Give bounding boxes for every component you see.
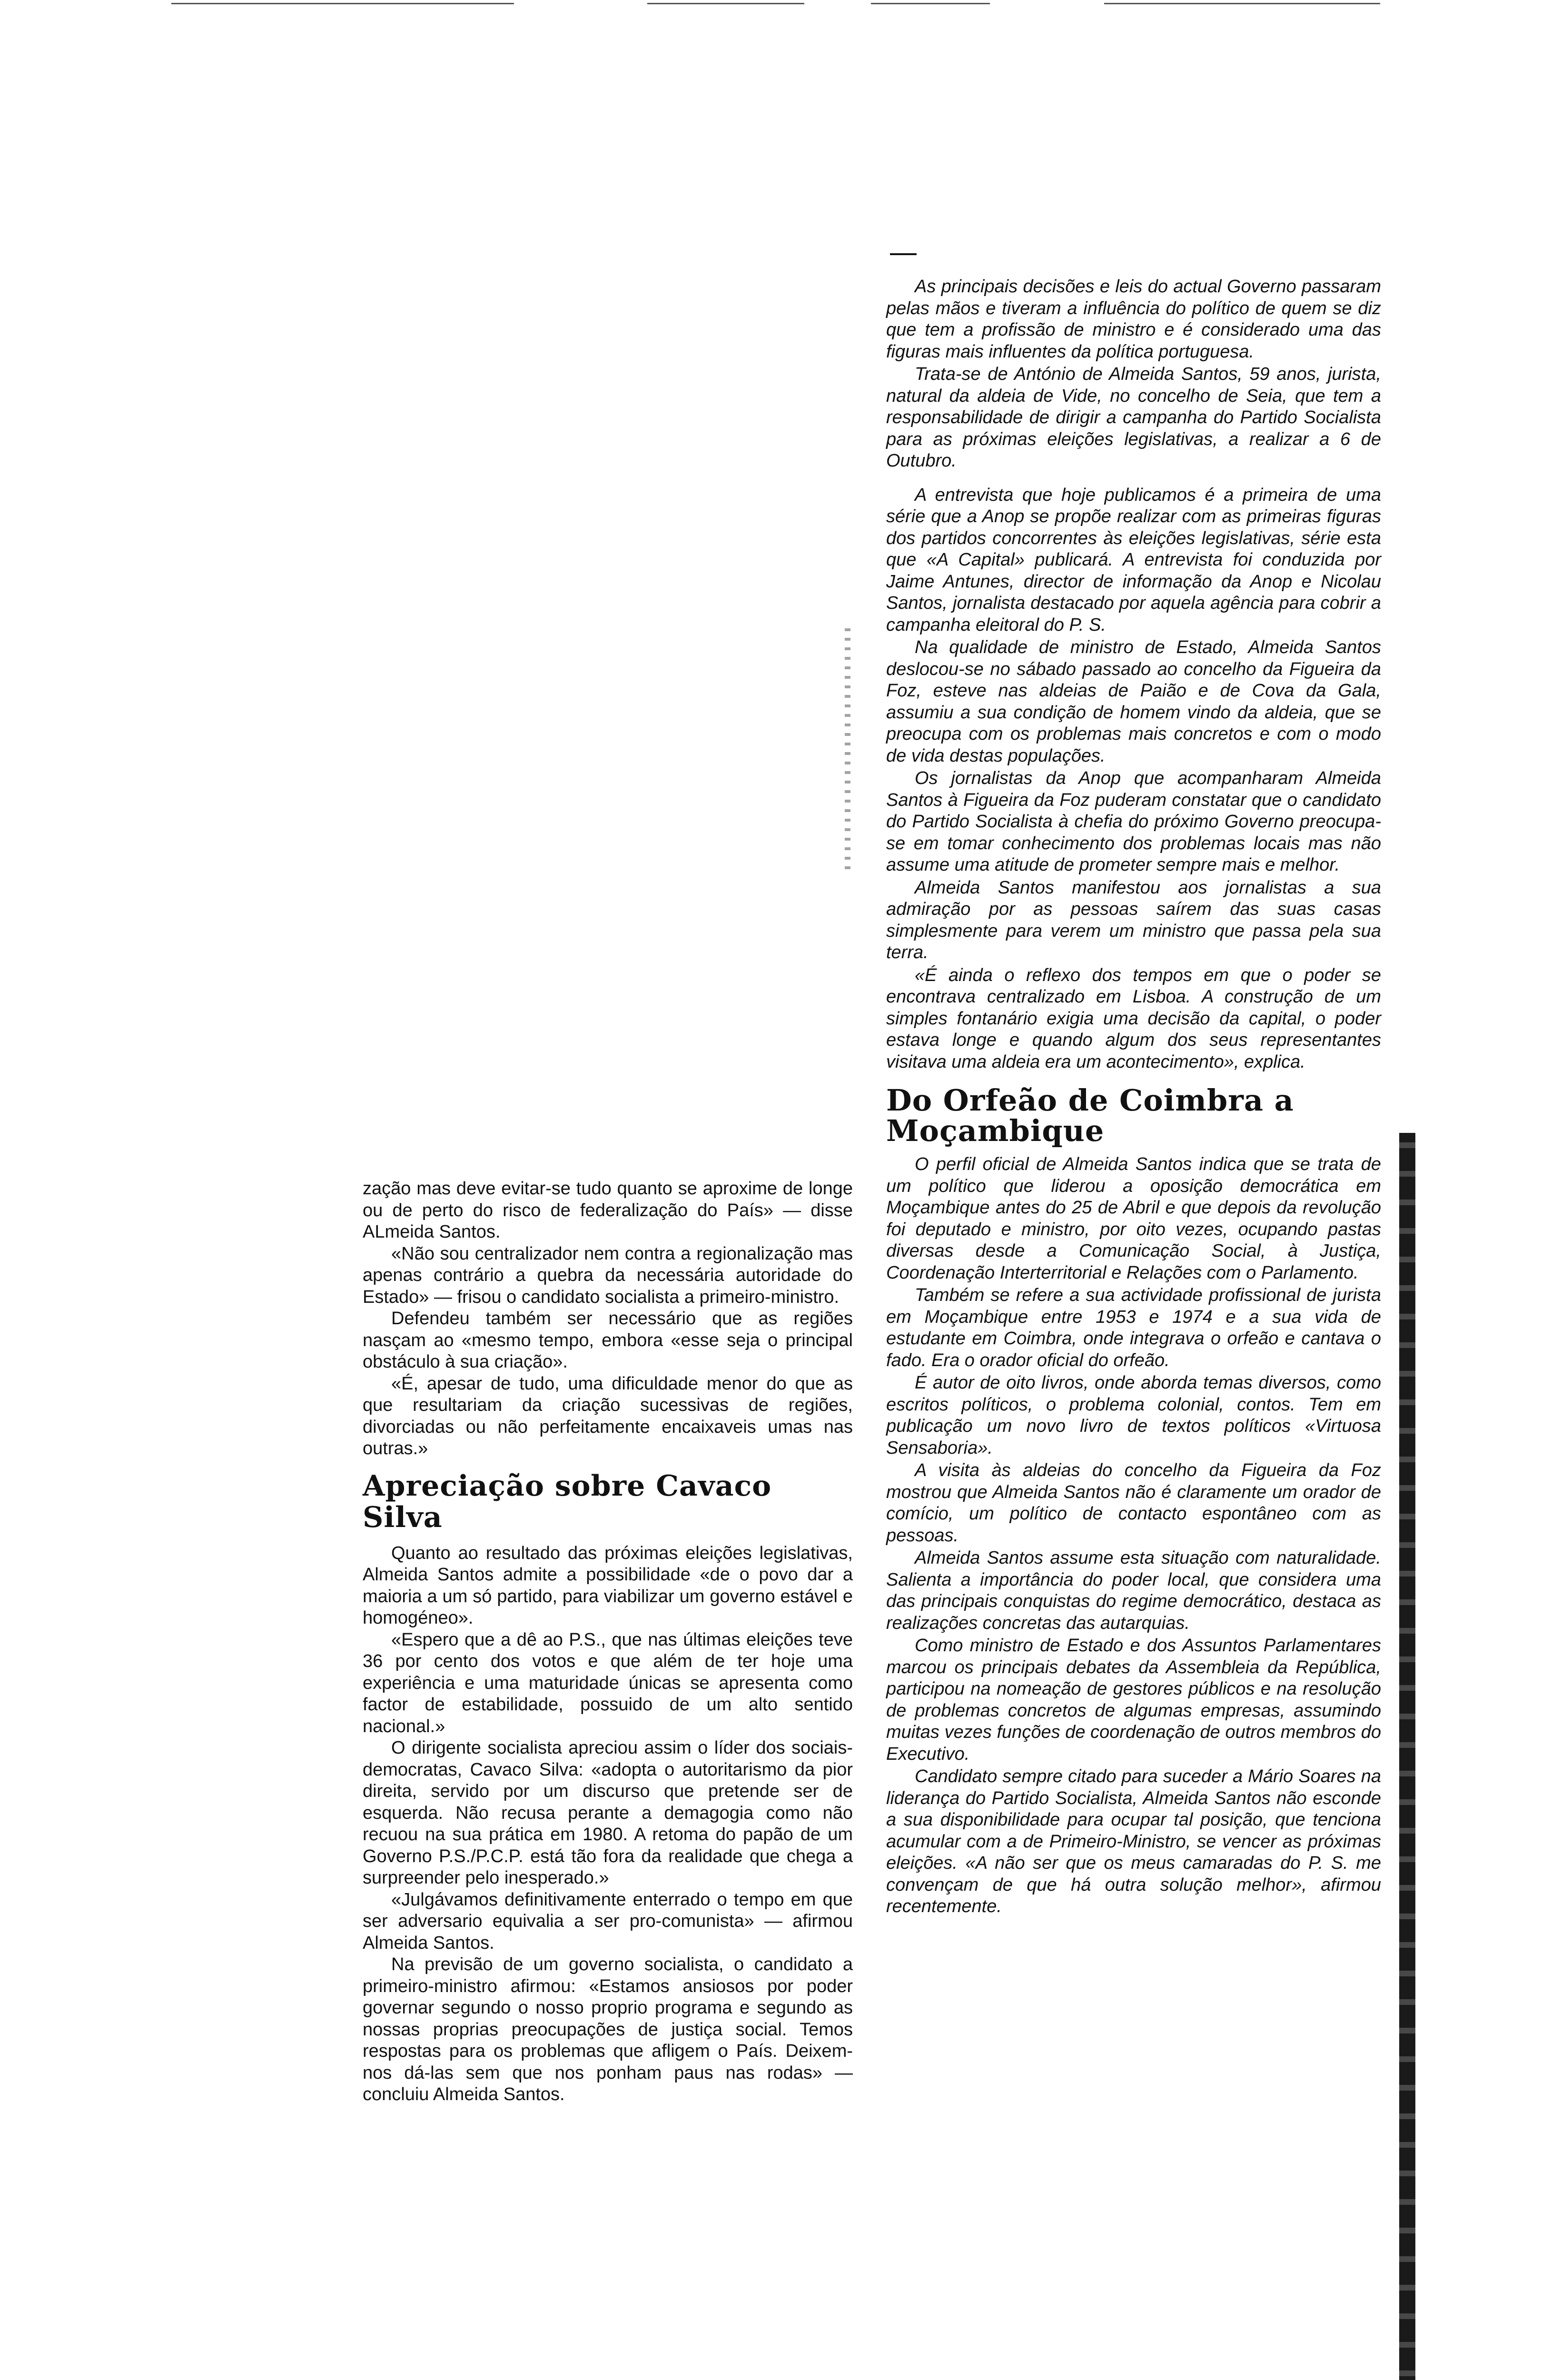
intro-paragraph: Trata-se de António de Almeida Santos, 59 anos, jurista, natural da aldeia de Vide, no concelho de Seia, que tem a responsabilidade de dirigir a campanha do Partido Socialista para as próximas eleições legislativas, a realizar a 6 de Outubro. (886, 364, 1381, 471)
body-paragraph: Os jornalistas da Anop que acompanharam Almeida Santos à Figueira da Foz puderam constatar que o candidato do Partido Socialista à chefia do próximo Governo preocupa-se em tomar conhecimento dos problemas locais mas não assume uma atitude de prometer sempre mais e melhor. (886, 768, 1381, 875)
section-heading-cavaco: Apreciação sobre Cavaco Silva (363, 1469, 772, 1534)
body-paragraph: «Não sou centralizador nem contra a regionalização mas apenas contrário a quebra da necessária autoridade do Estado» — frisou o candidato socialista a primeiro-ministro. (363, 1243, 853, 1307)
body-paragraph: Na previsão de um governo socialista, o candidato a primeiro-ministro afirmou: «Estamos ansiosos por poder governar segundo o nosso proprio programa e segundo as nossas proprias preocupações de justiça social. Temos respostas para os problemas que afligem o País. Deixem-nos dá-las sem que nos ponham paus nas rodas» — concluiu Almeida Santos. (363, 1954, 853, 2104)
body-paragraph: «É ainda o reflexo dos tempos em que o poder se encontrava centralizado em Lisboa. A construção de um simples fontanário exigia uma decisão da capital, o poder estava longe e quando algum dos seus representantes visitava uma aldeia era um acontecimento», explica. (886, 965, 1381, 1072)
clipping-torn-edge (1399, 1133, 1415, 2380)
body-paragraph: Na qualidade de ministro de Estado, Almeida Santos deslocou-se no sábado passado ao concelho da Figueira da Foz, esteve nas aldeias de Paião e de Cova da Gala, assumiu a sua condição de homem vindo da aldeia, que se preocupa com os problemas mais concretos e com o modo de vida destas populações. (886, 637, 1381, 766)
column-start-dash (890, 253, 917, 255)
section-heading-orfeao: Do Orfeão de Coimbra a Moçambique (886, 1083, 1294, 1148)
body-paragraph: Defendeu também ser necessário que as regiões nasçam ao «mesmo tempo, embora «esse seja o principal obstáculo à sua criação». (363, 1309, 853, 1372)
intro-paragraph: As principais decisões e leis do actual Governo passaram pelas mãos e tiveram a influência do político de quem se diz que tem a profissão de ministro e é considerado uma das figuras mais influentes da política portuguesa. (886, 277, 1381, 362)
body-paragraph: «Julgávamos definitivamente enterrado o tempo em que ser adversario equivalia a ser pro-comunista» — afirmou Almeida Santos. (363, 1889, 853, 1953)
right-column (886, 276, 1381, 1919)
body-paragraph: Almeida Santos assume esta situação com naturalidade. Salienta a importância do poder local, que considera uma das principais conquistas do regime democrático, destaca as realizações concretas das autarquias. (886, 1548, 1381, 1633)
body-paragraph: A visita às aldeias do concelho da Figueira da Foz mostrou que Almeida Santos não é claramente um orador de comício, um político de contacto espontâneo com as pessoas. (886, 1460, 1381, 1546)
body-paragraph: zação mas deve evitar-se tudo quanto se aproxime de longe ou de perto do risco de federalização do País» — disse ALmeida Santos. (363, 1179, 853, 1242)
body-paragraph: «Espero que a dê ao P.S., que nas últimas eleições teve 36 por cento dos votos e que além de ter hoje uma experiência e uma maturidade únicas se apresenta como factor de estabilidade, possuido de um alto sentido nacional.» (363, 1629, 853, 1736)
body-paragraph: A entrevista que hoje publicamos é a primeira de uma série que a Anop se propõe realizar com as primeiras figuras dos partidos concorrentes às eleições legislativas, série esta que «A Capital» publicará. A entrevista foi conduzida por Jaime Antunes, director de informação da Anop e Nicolau Santos, jornalista destacado por aquela agência para cobrir a campanha eleitoral do P. S. (886, 485, 1381, 635)
body-paragraph: O dirigente socialista apreciou assim o líder dos sociais-democratas, Cavaco Silva: «adopta o autoritarismo da pior direita, servido por um discurso que pretende ser de esquerda. Não recusa perante a demagogia como não recuou na sua prática em 1980. A retoma do papão de um Governo P.S./P.C.P. está tão fora da realidade que chega a surpreender pelo inesperado.» (363, 1738, 853, 1888)
body-paragraph: Também se refere a sua actividade profissional de jurista em Moçambique entre 1953 e 1974 e a sua vida de estudante em Coimbra, onde integrava o orfeão e cantava o fado. Era o orador oficial do orfeão. (886, 1285, 1381, 1370)
left-column (363, 1178, 853, 2106)
scan-edge-mark (171, 3, 514, 4)
body-paragraph: Quanto ao resultado das próximas eleições legislativas, Almeida Santos admite a possibilidade «de o povo dar a maioria a um só partido, para viabilizar um governo estável e homogéneo». (363, 1543, 853, 1628)
body-paragraph: O perfil oficial de Almeida Santos indica que se trata de um político que liderou a oposição democrática em Moçambique antes do 25 de Abril e que depois da revolução foi deputado e ministro, por oito vezes, ocupando pastas diversas desde a Comunicação Social, à Justiça, Coordenação Interterritorial e Relações com o Parlamento. (886, 1154, 1381, 1283)
scan-edge-mark (1104, 3, 1380, 4)
body-paragraph: Almeida Santos manifestou aos jornalistas a sua admiração por as pessoas saírem das suas casas simplesmente para verem um ministro que passa pela sua terra. (886, 877, 1381, 962)
body-paragraph: Candidato sempre citado para suceder a Mário Soares na liderança do Partido Socialista, Almeida Santos não esconde a sua disponibilidade para ocupar tal posição, que tenciona acumular com a de Primeiro-Ministro, se vencer as próximas eleições. «A não ser que os meus camaradas do P. S. me convençam de que há outra solução melhor», afirmou recentemente. (886, 1766, 1381, 1916)
body-paragraph: «É, apesar de tudo, uma dificuldade menor do que as que resultariam da criação sucessivas de regiões, divorciadas ou não perfeitamente encaixaveis umas nas outras.» (363, 1373, 853, 1458)
column-divider-specks (845, 628, 850, 876)
body-paragraph: É autor de oito livros, onde aborda temas diversos, como escritos políticos, o problema colonial, contos. Tem em publicação um novo livro de textos políticos «Virtuosa Sensaboria». (886, 1373, 1381, 1458)
scan-edge-mark (871, 3, 990, 4)
body-paragraph: Como ministro de Estado e dos Assuntos Parlamentares marcou os principais debates da Assembleia da República, participou na nomeação de gestores públicos e na resolução de problemas concretos de algumas empresas, assumindo muitas vezes funções de coordenação de outros membros do Executivo. (886, 1636, 1381, 1764)
scan-edge-mark (647, 3, 804, 4)
